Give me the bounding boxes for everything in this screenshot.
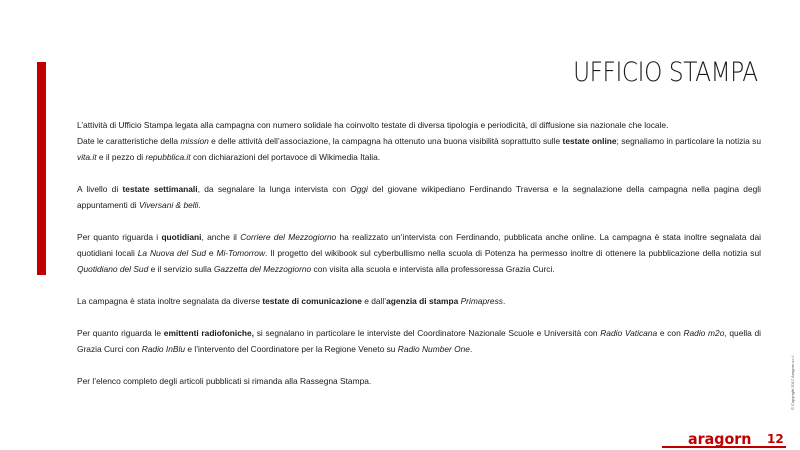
text-run: Per quanto riguarda le bbox=[77, 328, 164, 338]
text-run: e dall’ bbox=[361, 296, 387, 306]
bold-text: agenzia di stampa bbox=[386, 296, 459, 306]
bold-text: emittenti radiofoniche, bbox=[163, 328, 254, 338]
text-run: e delle attività dell’associazione, la campagna ha ottenuto una buona visibilità soprattutto sulle bbox=[208, 136, 563, 146]
text-run: con dichiarazioni del portavoce di Wikimedia Italia. bbox=[190, 152, 381, 162]
paragraph bbox=[77, 133, 761, 165]
text-run: , da segnalare la lunga intervista con bbox=[197, 184, 351, 194]
italic-text: Gazzetta del Mezzogiorno bbox=[213, 264, 312, 274]
text-run: A livello di bbox=[77, 184, 123, 194]
italic-text: Radio InBlu bbox=[141, 344, 186, 354]
text-run: . Il progetto del wikibook sul cyberbullismo nella scuola di Potenza ha permesso inoltre di ottenere la pubblicazione della notizia sul bbox=[265, 248, 761, 258]
paragraph bbox=[77, 117, 761, 133]
accent-bar bbox=[37, 62, 46, 275]
italic-text: Primapress bbox=[460, 296, 503, 306]
text-run: del giovane wikipediano Ferdinando Traversa e la segnalazione della campagna nella pagina degli appuntamenti di bbox=[77, 184, 761, 210]
text-run: La campagna è stata inoltre segnalata da diverse bbox=[77, 296, 263, 306]
text-run: , quella di Grazia Curci con bbox=[77, 328, 761, 354]
paragraph bbox=[77, 293, 761, 309]
italic-text: Oggi bbox=[350, 184, 368, 194]
bold-text: testate online bbox=[562, 136, 617, 146]
paragraph bbox=[77, 229, 761, 277]
text-run: . bbox=[198, 200, 201, 210]
text-run: con visita alla scuola e intervista alla professoressa Grazia Curci. bbox=[311, 264, 555, 274]
italic-text: mission bbox=[180, 136, 209, 146]
bold-text: testate di comunicazione bbox=[262, 296, 362, 306]
italic-text: repubblica.it bbox=[145, 152, 191, 162]
italic-text: Radio Number One bbox=[397, 344, 470, 354]
bold-text: quotidiani bbox=[161, 232, 202, 242]
text-run: e l’intervento del Coordinatore per la Regione Veneto su bbox=[185, 344, 398, 354]
italic-text: La Nuova del Sud bbox=[137, 248, 207, 258]
text-run: e il servizio sulla bbox=[148, 264, 214, 274]
text-run: e con bbox=[657, 328, 684, 338]
copyright-notice: © Copyright 2017 Aragorn s.r.l. bbox=[790, 355, 795, 410]
text-run: Per l’elenco completo degli articoli pubblicati si rimanda alla Rassegna Stampa. bbox=[77, 376, 372, 386]
italic-text: Quotidiano del Sud bbox=[77, 264, 149, 274]
text-run: , anche il bbox=[201, 232, 241, 242]
italic-text: Corriere del Mezzogiorno bbox=[240, 232, 337, 242]
text-run: Per quanto riguarda i bbox=[77, 232, 162, 242]
text-run: ha realizzato un’intervista con Ferdinando, pubblicata anche online. La campagna è stata inoltre segnalata dai quotidiani locali bbox=[77, 232, 761, 258]
italic-text: Radio Vaticana bbox=[600, 328, 658, 338]
italic-text: Mi-Tomorrow bbox=[216, 248, 266, 258]
paragraph bbox=[77, 325, 761, 357]
text-run: L’attività di Ufficio Stampa legata alla campagna con numero solidale ha coinvolto testate di diversa tipologia e periodicità, di diffusione sia nazionale che locale. bbox=[77, 120, 669, 130]
text-run: e il pezzo di bbox=[96, 152, 146, 162]
text-run: . bbox=[502, 296, 506, 306]
page-number: 12 bbox=[767, 432, 784, 446]
italic-text: Radio m2o bbox=[683, 328, 725, 338]
text-run: ; segnaliamo in particolare la notizia su bbox=[616, 136, 761, 146]
slide-body bbox=[77, 117, 761, 405]
italic-text: vita.it bbox=[77, 152, 97, 162]
text-run: . bbox=[469, 344, 473, 354]
paragraph bbox=[77, 181, 761, 213]
paragraph bbox=[77, 373, 761, 389]
slide-title: UFFICIO STAMPA bbox=[573, 57, 758, 88]
aragorn-logo: aragorn bbox=[688, 430, 752, 448]
text-run: si segnalano in particolare le interviste del Coordinatore Nazionale Scuole e Università con bbox=[253, 328, 601, 338]
text-run: Date le caratteristiche della bbox=[77, 136, 181, 146]
text-run: e bbox=[206, 248, 217, 258]
bold-text: testate settimanali bbox=[122, 184, 198, 194]
italic-text: Viversani & belli bbox=[138, 200, 199, 210]
